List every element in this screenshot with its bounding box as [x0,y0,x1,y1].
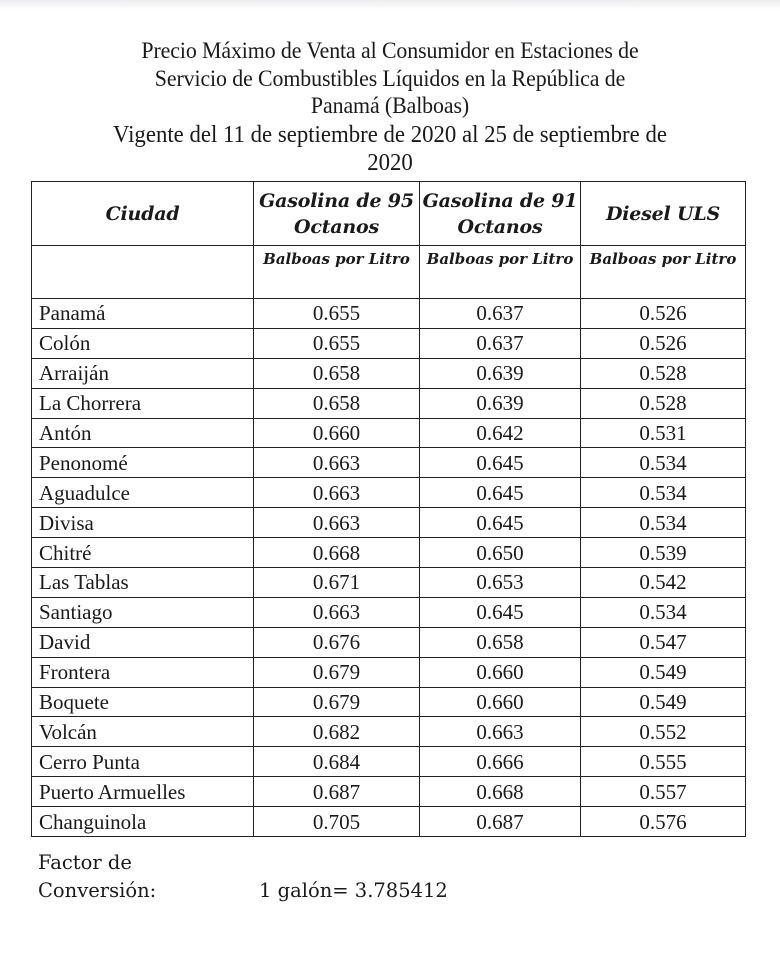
gasoline-95-price: 0.679 [254,657,420,687]
table-row [32,448,746,478]
city-cell: Changuinola [32,807,254,837]
city-cell: Volcán [32,717,254,747]
gasoline-95-price: 0.671 [254,568,420,598]
table-row [32,358,746,388]
gasoline-91-price: 0.637 [420,328,581,358]
table-row [32,538,746,568]
gasoline-91-price: 0.660 [420,657,581,687]
city-cell: Divisa [32,508,254,538]
gasoline-91-price: 0.645 [420,448,581,478]
column-header-gasoline-95: Gasolina de 95 Octanos [254,182,420,246]
gasoline-95-price: 0.663 [254,478,420,508]
gasoline-91-price: 0.658 [420,627,581,657]
gasoline-91-price: 0.639 [420,388,581,418]
conversion-factor [38,849,448,905]
gasoline-95-price: 0.676 [254,627,420,657]
diesel-price: 0.534 [581,508,746,538]
diesel-price: 0.534 [581,597,746,627]
gasoline-95-price: 0.663 [254,597,420,627]
top-shadow-strip [0,0,780,10]
diesel-price: 0.557 [581,777,746,807]
unit-gasoline-95: Balboas por Litro [254,246,420,299]
factor-label-line: Factor de [38,851,132,874]
gasoline-95-price: 0.668 [254,538,420,568]
city-cell: Antón [32,418,254,448]
gasoline-91-price: 0.645 [420,597,581,627]
diesel-price: 0.534 [581,478,746,508]
diesel-price: 0.539 [581,538,746,568]
gasoline-95-price: 0.679 [254,687,420,717]
gasoline-95-price: 0.658 [254,358,420,388]
unit-gasoline-91: Balboas por Litro [420,246,581,299]
gasoline-91-price: 0.639 [420,358,581,388]
conversion-factor-label [38,849,238,905]
unit-city [32,246,254,299]
gasoline-95-price: 0.660 [254,418,420,448]
validity-line: 2020 [367,149,413,176]
title-line: Servicio de Combustibles Líquidos en la República de [154,65,626,92]
gasoline-95-price: 0.684 [254,747,420,777]
table-row [32,777,746,807]
gasoline-91-price: 0.687 [420,807,581,837]
city-cell: David [32,627,254,657]
conversion-factor-value: 1 galón= 3.785412 [259,879,448,902]
table-row [32,299,746,329]
table-row [32,478,746,508]
city-cell: Santiago [32,597,254,627]
gasoline-95-price: 0.658 [254,388,420,418]
city-cell: Cerro Punta [32,747,254,777]
diesel-price: 0.526 [581,328,746,358]
table-row [32,418,746,448]
diesel-price: 0.549 [581,687,746,717]
table-row [32,687,746,717]
table-row [32,657,746,687]
table-row [32,747,746,777]
gasoline-95-price: 0.655 [254,299,420,329]
factor-label-line: Conversión: [38,879,157,902]
fuel-price-table [31,181,746,837]
document-title [55,38,725,121]
gasoline-95-price: 0.687 [254,777,420,807]
diesel-price: 0.542 [581,568,746,598]
diesel-price: 0.531 [581,418,746,448]
header-row [32,182,746,246]
diesel-price: 0.534 [581,448,746,478]
table-row [32,597,746,627]
gasoline-91-price: 0.645 [420,508,581,538]
diesel-price: 0.555 [581,747,746,777]
diesel-price: 0.528 [581,388,746,418]
validity-period [37,121,744,177]
gasoline-91-price: 0.668 [420,777,581,807]
gasoline-91-price: 0.645 [420,478,581,508]
gasoline-95-price: 0.663 [254,508,420,538]
city-cell: Boquete [32,687,254,717]
gasoline-95-price: 0.705 [254,807,420,837]
city-cell: Chitré [32,538,254,568]
city-cell: Frontera [32,657,254,687]
title-line: Panamá (Balboas) [310,93,470,119]
city-cell: Las Tablas [32,568,254,598]
diesel-price: 0.576 [581,807,746,837]
diesel-price: 0.528 [581,358,746,388]
city-cell: Colón [32,328,254,358]
table-row [32,388,746,418]
table-row [32,717,746,747]
table-body [32,299,746,837]
unit-row [32,246,746,299]
diesel-price: 0.547 [581,627,746,657]
column-header-city: Ciudad [32,182,254,246]
validity-line: Vigente del 11 de septiembre de 2020 al 25 de septiembre de [113,121,667,148]
gasoline-95-price: 0.663 [254,448,420,478]
table-row [32,508,746,538]
city-cell: Arraiján [32,358,254,388]
diesel-price: 0.526 [581,299,746,329]
city-cell: La Chorrera [32,388,254,418]
diesel-price: 0.549 [581,657,746,687]
gasoline-91-price: 0.663 [420,717,581,747]
city-cell: Panamá [32,299,254,329]
gasoline-91-price: 0.637 [420,299,581,329]
city-cell: Penonomé [32,448,254,478]
title-line: Precio Máximo de Venta al Consumidor en Estaciones de [141,38,639,64]
city-cell: Aguadulce [32,478,254,508]
gasoline-95-price: 0.655 [254,328,420,358]
city-cell: Puerto Armuelles [32,777,254,807]
gasoline-91-price: 0.642 [420,418,581,448]
unit-diesel: Balboas por Litro [581,246,746,299]
table-row [32,807,746,837]
table-row [32,568,746,598]
gasoline-95-price: 0.682 [254,717,420,747]
gasoline-91-price: 0.653 [420,568,581,598]
gasoline-91-price: 0.650 [420,538,581,568]
column-header-gasoline-91: Gasolina de 91 Octanos [420,182,581,246]
column-header-diesel: Diesel ULS [581,182,746,246]
gasoline-91-price: 0.660 [420,687,581,717]
gasoline-91-price: 0.666 [420,747,581,777]
table-row [32,328,746,358]
table-row [32,627,746,657]
diesel-price: 0.552 [581,717,746,747]
